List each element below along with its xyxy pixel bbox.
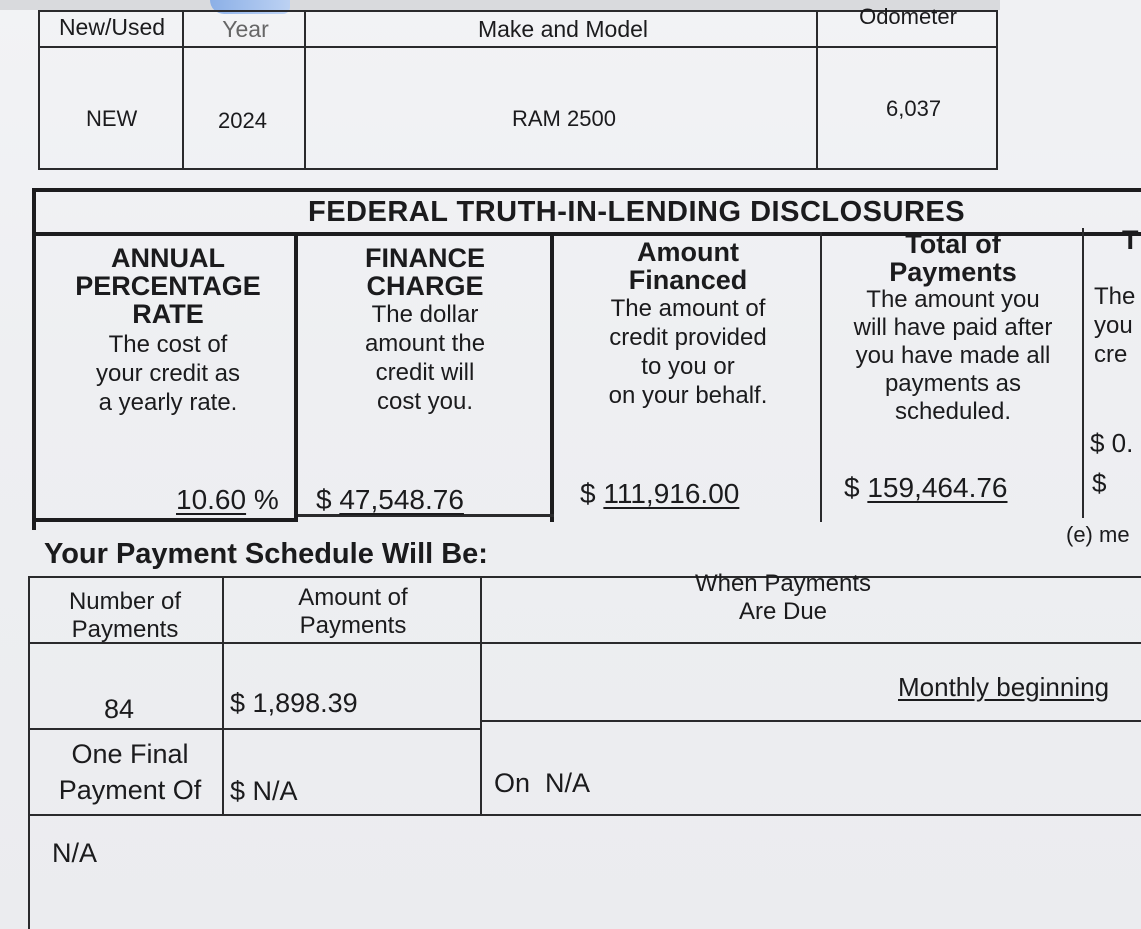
col-header-amount-of-payments: Amount of Payments xyxy=(298,584,408,639)
finance-charge-description: The dollar amount the credit will cost you. xyxy=(364,301,486,415)
amount-financed-heading: Amount Financed xyxy=(628,237,748,295)
apr-heading: ANNUAL PERCENTAGE RATE xyxy=(75,243,261,329)
total-of-payments-description: The amount you will have paid after you have made all payments as scheduled. xyxy=(853,286,1053,425)
apr-value: 10.60 % xyxy=(176,484,279,515)
number-of-payments-value: 84 xyxy=(104,694,135,724)
col-header-odometer: Odometer xyxy=(859,4,957,29)
cutoff-box-heading: T xyxy=(1122,225,1139,255)
cutoff-box-description: The you cre xyxy=(1094,283,1136,368)
col-header-year: Year xyxy=(222,16,269,42)
cell-make-model: RAM 2500 xyxy=(512,106,616,131)
amount-financed-description: The amount of credit provided to you or on your behalf. xyxy=(608,295,768,409)
amount-of-payments-value: $ 1,898.39 xyxy=(230,688,358,718)
cutoff-box-value-bottom: $ xyxy=(1092,468,1107,498)
final-payment-date: On N/A xyxy=(494,768,591,798)
payment-schedule-title: Your Payment Schedule Will Be: xyxy=(44,538,488,570)
tila-note: (e) me xyxy=(1066,522,1130,547)
col-header-when-payments-due: When Payments Are Due xyxy=(694,570,872,625)
total-of-payments-heading: Total of Payments xyxy=(889,229,1017,287)
final-payment-label: One Final Payment Of xyxy=(58,739,202,805)
cell-odometer: 6,037 xyxy=(886,96,942,121)
col-header-new-used: New/Used xyxy=(58,14,166,40)
payments-due-value: Monthly beginning xyxy=(898,672,1110,702)
final-payment-amount: $ N/A xyxy=(230,776,298,806)
cell-year: 2024 xyxy=(218,108,267,133)
finance-charge-heading: FINANCE CHARGE xyxy=(365,243,485,301)
tila-section xyxy=(32,188,1141,547)
amount-financed-value: $ 111,916.00 xyxy=(580,478,740,509)
payment-schedule-table xyxy=(28,570,1141,929)
total-of-payments-value: $ 159,464.76 xyxy=(844,472,1008,503)
apr-description: The cost of your credit as a yearly rate. xyxy=(95,331,241,416)
background-surface xyxy=(1000,0,1141,150)
finance-charge-value: $ 47,548.76 xyxy=(316,484,464,515)
cutoff-box-value-top: $ 0. xyxy=(1090,428,1134,458)
vehicle-table xyxy=(38,4,998,170)
cell-new-used: NEW xyxy=(86,106,138,131)
col-header-number-of-payments: Number of Payments xyxy=(68,588,182,643)
schedule-footer-value: N/A xyxy=(52,838,98,868)
tila-title: FEDERAL TRUTH-IN-LENDING DISCLOSURES xyxy=(308,196,966,228)
col-header-make-model: Make and Model xyxy=(477,16,649,42)
